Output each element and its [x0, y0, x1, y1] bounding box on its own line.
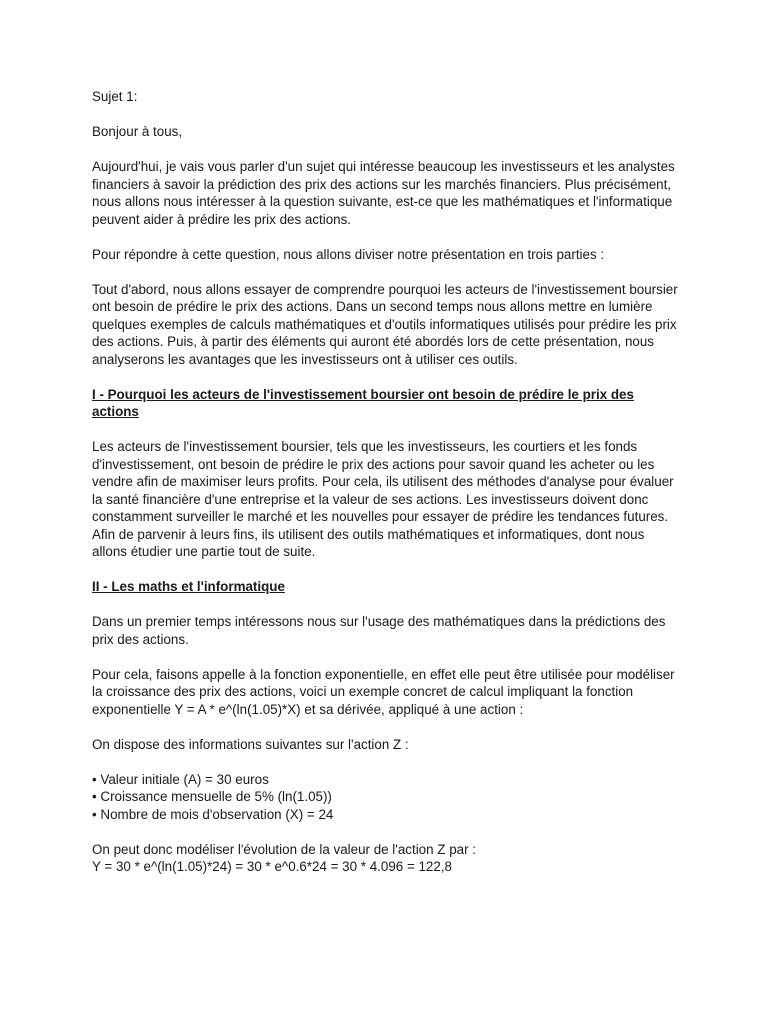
section-2-intro-paragraph: Dans un premier temps intéressons nous sur l'usage des mathématiques dans la prédictions des prix des actions.: [92, 614, 666, 647]
plan-paragraph: Tout d'abord, nous allons essayer de comprendre pourquoi les acteurs de l'investissement boursier ont besoin de prédire le prix des actions. Dans un second temps nous allons mettre en lumière quelques exemples de calculs mathématiques et d'outils informatiques utilisés pour prédire les prix des actions. Puis, à partir des éléments qui auront été abordés lors de cette présentation, nous analyserons les avantages que les investisseurs ont à utiliser ces outils.: [92, 281, 678, 367]
model-block: [92, 841, 682, 876]
subject-line: Sujet 1:: [92, 89, 138, 104]
greeting: Bonjour à tous,: [92, 124, 183, 139]
data-intro-paragraph: On dispose des informations suivantes sur l'action Z :: [92, 736, 409, 752]
section-1-paragraph: Les acteurs de l'investissement boursier, tels que les investisseurs, les courtiers et les fonds d'investissement, ont besoin de prédire le prix des actions pour savoir quand les acheter ou les vendre afin de maximiser leurs profits. Pour cela, ils utilisent des méthodes d'analyse pour évaluer la santé financière d'une entreprise et la valeur de ses actions. Les investisseurs doivent donc constamment surveiller le marché et les nouvelles pour essayer de prédire les tendances futures. Afin de parvenir à leurs fins, ils utilisent des outils mathématiques et informatiques, dont nous allons étudier une partie tout de suite.: [92, 439, 674, 559]
list-item: • Valeur initiale (A) = 30 euros: [92, 771, 682, 789]
model-intro: On peut donc modéliser l'évolution de la valeur de l'action Z par :: [92, 841, 476, 857]
list-item: • Croissance mensuelle de 5% (ln(1.05)): [92, 788, 682, 806]
section-2-heading: II - Les maths et l'informatique: [92, 579, 285, 594]
model-formula: Y = 30 * e^(ln(1.05)*24) = 30 * e^0.6*24 = 30 * 4.096 = 122,8: [92, 859, 452, 874]
intro-paragraph: Aujourd'hui, je vais vous parler d'un sujet qui intéresse beaucoup les investisseurs et les analystes financiers à savoir la prédiction des prix des actions sur les marchés financiers. Plus précisément, nous allons nous intéresser à la question suivante, est-ce que les mathématiques et l'informatique peuvent aider à prédire les prix des actions.: [92, 159, 675, 227]
data-list: [92, 771, 682, 824]
section-1-heading: I - Pourquoi les acteurs de l'investissement boursier ont besoin de prédire le prix des actions: [92, 386, 634, 419]
document-body: [92, 88, 682, 876]
plan-intro-paragraph: Pour répondre à cette question, nous allons diviser notre présentation en trois parties :: [92, 246, 605, 262]
list-item: • Nombre de mois d'observation (X) = 24: [92, 806, 682, 824]
section-2-exponential-paragraph: Pour cela, faisons appelle à la fonction exponentielle, en effet elle peut être utilisée pour modéliser la croissance des prix des actions, voici un exemple concret de calcul impliquant la fonction exponentielle Y = A * e^(ln(1.05)*X) et sa dérivée, appliqué à une action :: [92, 666, 675, 717]
